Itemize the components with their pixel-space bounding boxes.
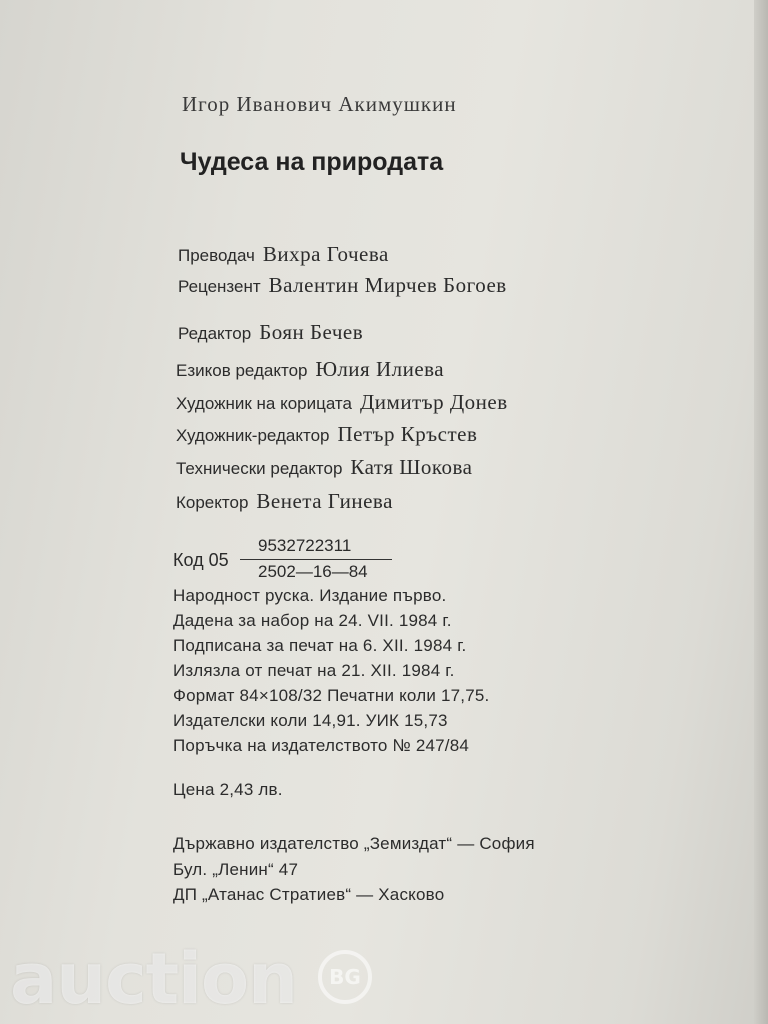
publication-line: Народност руска. Издание първо.: [173, 586, 447, 605]
page-edge: [754, 0, 768, 1024]
credit-reviewer: [178, 273, 507, 298]
credit-name: Валентин Мирчев Богоев: [268, 273, 507, 297]
publication-line: Издателски коли 14,91. УИК 15,73: [173, 711, 448, 730]
credit-role: Преводач: [178, 246, 255, 265]
credit-role: Коректор: [176, 493, 249, 512]
credit-name: Боян Бечев: [259, 320, 364, 344]
code-label: Код 05: [173, 550, 229, 570]
code-denominator: 2502—16—84: [258, 562, 368, 581]
credit-editor: [178, 320, 363, 345]
publication-line: Излязла от печат на 21. XII. 1984 г.: [173, 661, 455, 680]
author-name: Игор Иванович Акимушкин: [182, 92, 457, 116]
credit-name: Катя Шокова: [350, 455, 473, 479]
credit-proofreader: [176, 489, 393, 514]
publisher-line: Бул. „Ленин“ 47: [173, 860, 299, 879]
credit-name: Димитър Донев: [359, 390, 508, 414]
publication-line: Подписана за печат на 6. XII. 1984 г.: [173, 636, 467, 655]
credit-cover-artist: [176, 390, 508, 415]
credit-name: Юлия Илиева: [315, 357, 445, 381]
credit-role: Технически редактор: [176, 459, 343, 478]
code-fraction-rule: [240, 559, 392, 560]
credit-technical-editor: [176, 455, 473, 480]
publication-line: Дадена за набор на 24. VII. 1984 г.: [173, 611, 452, 630]
credit-role: Художник-редактор: [176, 426, 330, 445]
credit-role: Редактор: [178, 324, 252, 343]
credit-name: Вихра Гочева: [262, 242, 389, 266]
credit-art-editor: [176, 422, 477, 447]
credit-name: Венета Гинева: [256, 489, 393, 513]
credit-role: Езиков редактор: [176, 361, 308, 380]
credit-language-editor: [176, 357, 444, 382]
credit-translator: [178, 242, 389, 267]
book-title: Чудеса на природата: [180, 148, 444, 176]
credit-role: Художник на корицата: [176, 394, 352, 413]
publisher-line: ДП „Атанас Стратиев“ — Хасково: [173, 885, 445, 904]
publication-line: Формат 84×108/32 Печатни коли 17,75.: [173, 686, 490, 705]
credit-name: Петър Кръстев: [337, 422, 478, 446]
publication-line: Поръчка на издателството № 247/84: [173, 736, 470, 755]
watermark-badge: BG: [318, 950, 372, 1004]
credit-role: Рецензент: [178, 277, 261, 296]
publisher-line: Държавно издателство „Земиздат“ — София: [173, 834, 535, 853]
price: Цена 2,43 лв.: [173, 780, 283, 799]
watermark-logo: auction: [10, 938, 297, 1020]
code-numerator: 9532722311: [258, 536, 352, 555]
